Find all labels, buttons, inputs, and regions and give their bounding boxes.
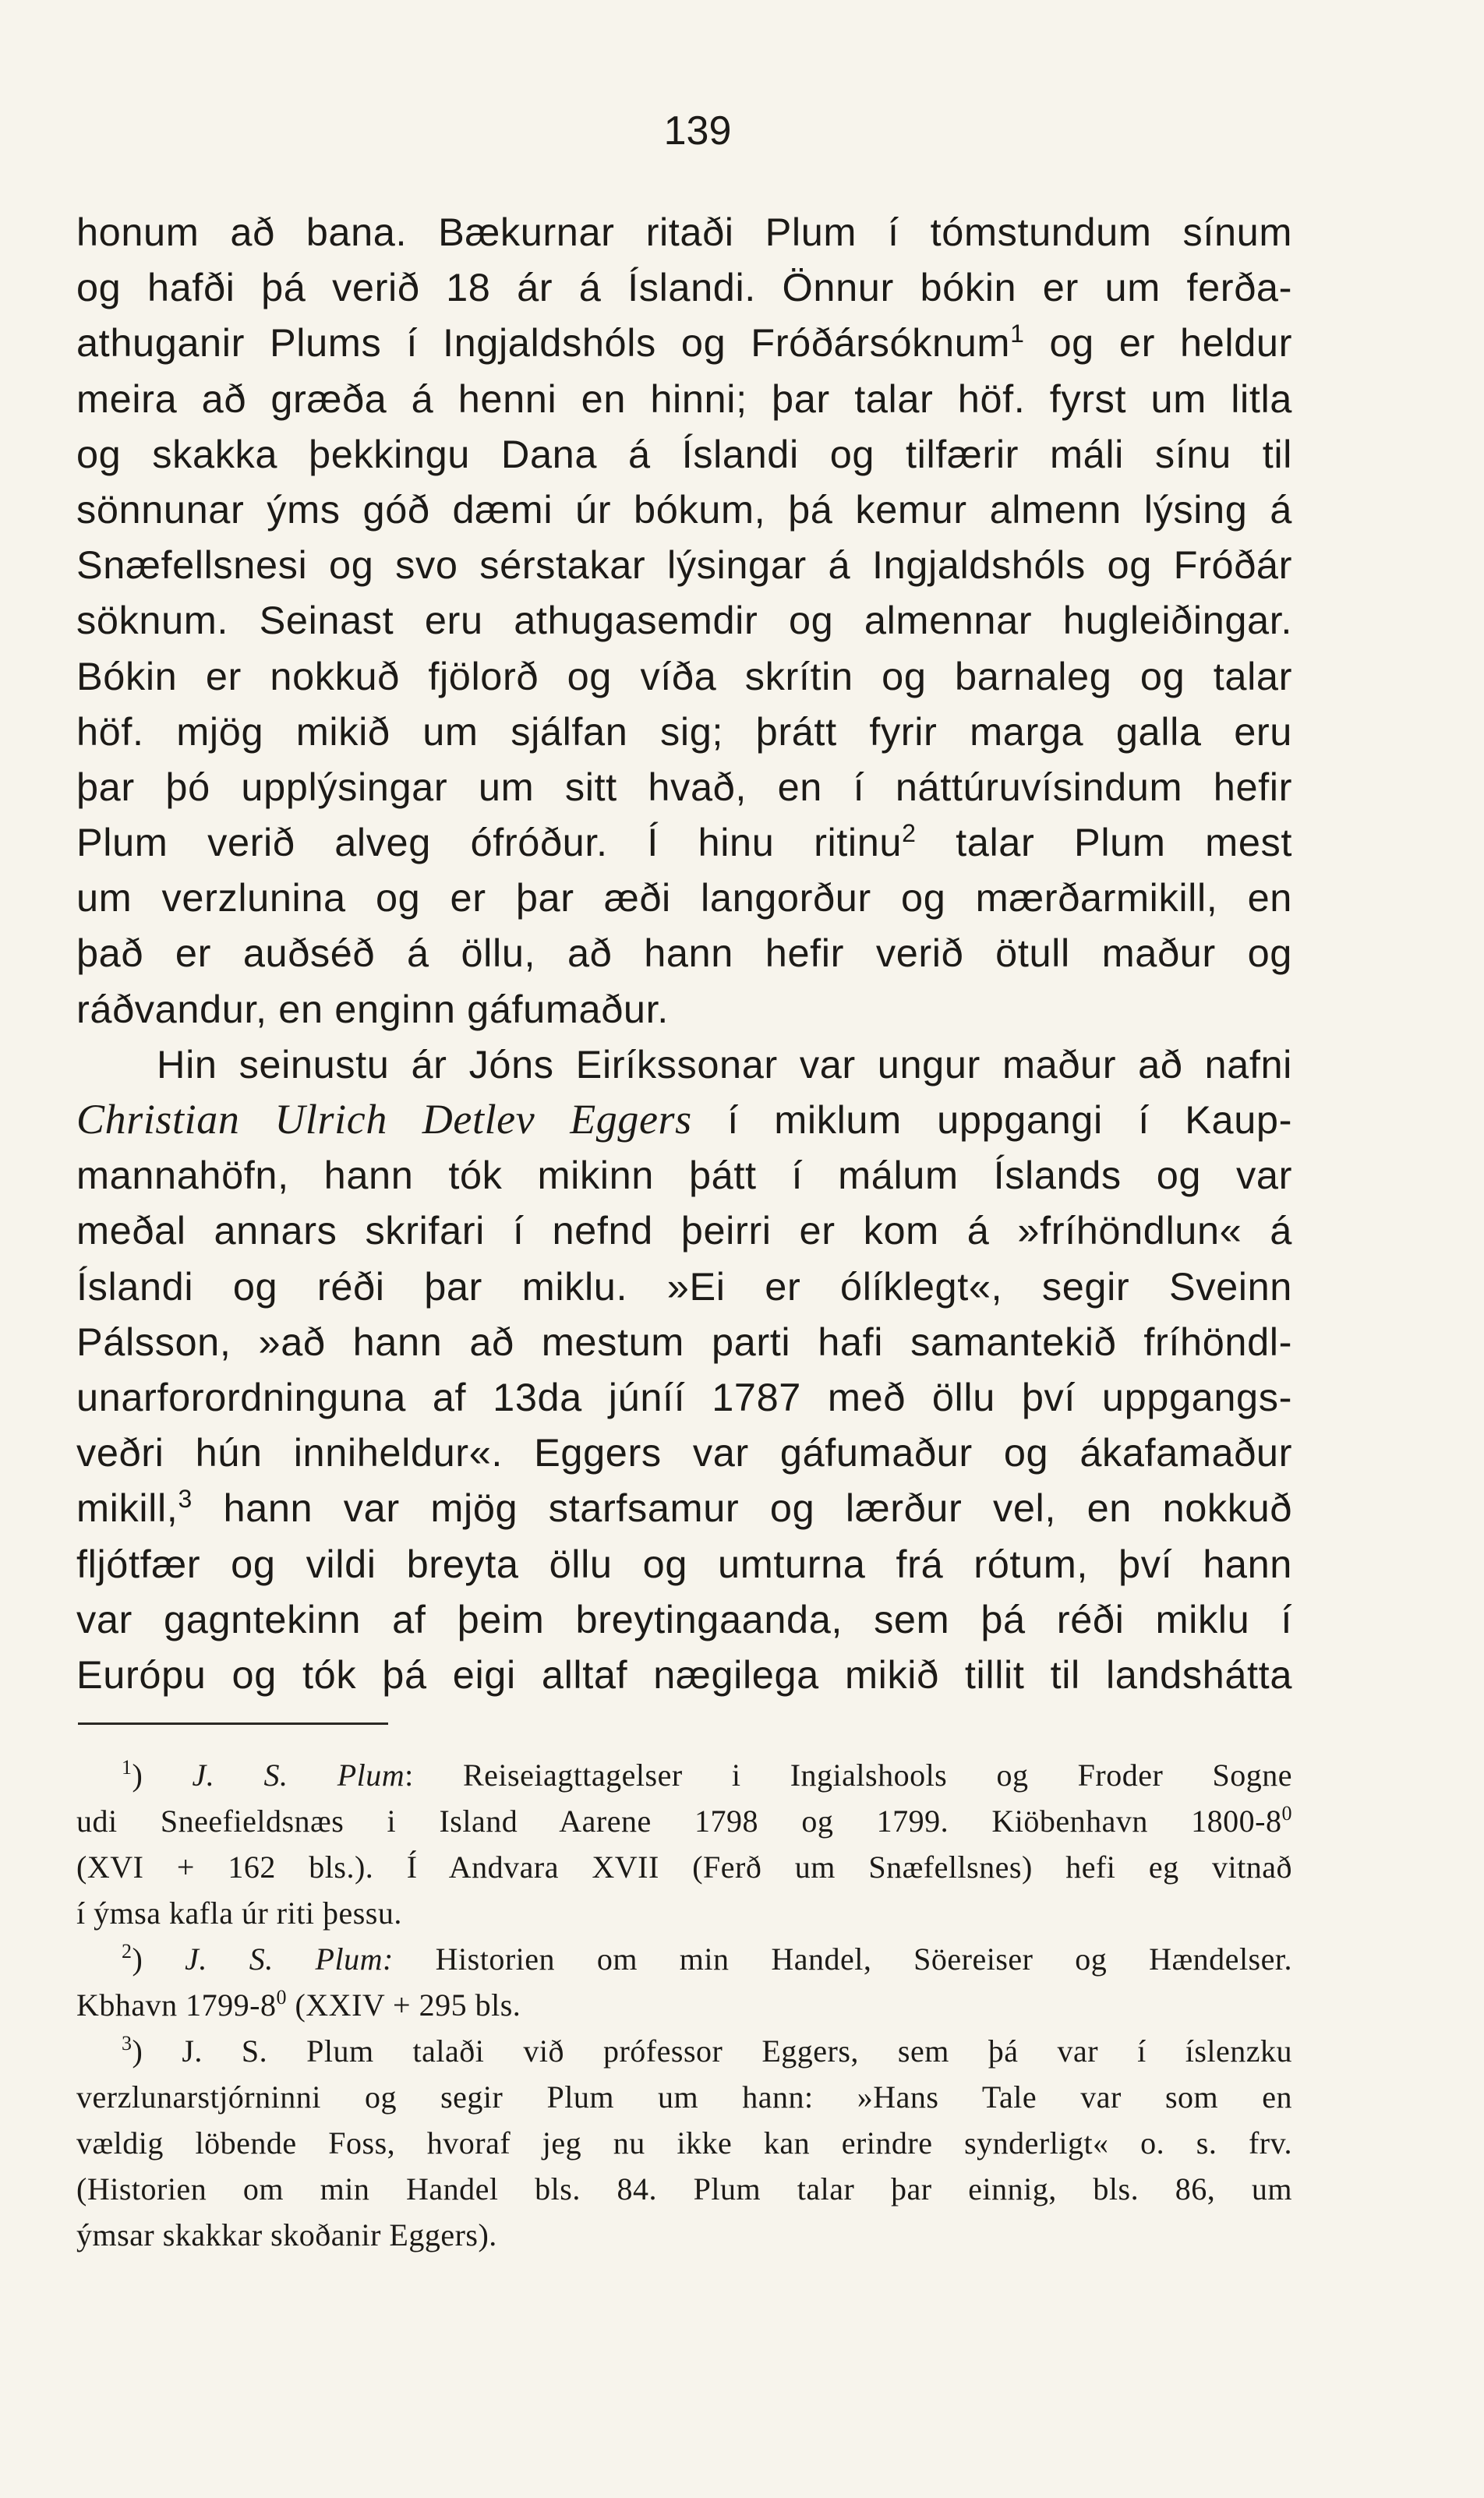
degree-mark: 0 — [1281, 1802, 1292, 1825]
paragraph-start-line: Hin seinustu ár Jóns Eiríkssonar var ungur maður að nafni — [157, 1041, 1292, 1086]
text-line — [76, 814, 1292, 870]
text-line: honum að bana. Bækurnar ritaði Plum í tómstundum sínum — [76, 210, 1292, 254]
footnote-1: $^1$) J. S. Plum: Reiseiagttagelser i Ingialshools og Froder Sogne — [122, 1756, 1293, 1793]
footnote-line: (XVI + 162 bls.). Í Andvara XVII (Ferð um Snæfellsnes) hefi eg vitnað — [76, 1850, 1292, 1885]
text-line: Európu og tók þá eigi alltaf nægilega mikið tillit til landsháttа — [76, 1652, 1292, 1697]
footnote-mark: 2 — [122, 1940, 132, 1963]
footnote-ref-2: 2 — [902, 819, 917, 848]
footnote-text: Historien om min Handel, Söereiser og Hændelser. — [393, 1942, 1292, 1977]
footnote-text: (XXIV + 295 bls. — [286, 1987, 521, 2023]
footnote-divider — [78, 1722, 388, 1725]
footnote-line — [76, 1982, 1292, 2028]
person-name: Christian Ulrich Detlev Eggers — [76, 1096, 692, 1143]
text-segment: Plum verið alveg ófróður. Í hinu ritinu — [76, 820, 903, 865]
text-segment: athuganir Plums í Ingjaldshóls og Fróðársóknum — [76, 320, 1011, 366]
text-line: var gagntekinn af þeim breytingaanda, sem þá réði miklu í — [76, 1596, 1292, 1641]
footnote-2: $^2$) J. S. Plum: Historien om min Handel, Söereiser og Hændelser. — [122, 1940, 1292, 1977]
text-line: Bókin er nokkuð fjölorð og víða skrítin og barnaleg og talar — [76, 653, 1292, 698]
text-line: veðri hún inniheldur«. Eggers var gáfumaður og ákafamaður — [76, 1430, 1292, 1475]
text-line: og hafði þá verið 18 ár á Íslandi. Önnur bókin er um ferða- — [76, 265, 1292, 310]
text-line: um verzlunina og er þar æði langorður og mærðarmikill, en — [76, 875, 1292, 920]
footnote-mark: 1 — [122, 1756, 132, 1779]
footnote-ref-1: 1 — [1010, 320, 1025, 348]
footnote-line: í ýmsa kafla úr riti þessu. — [76, 1896, 402, 1931]
text-line: þar þó upplýsingar um sitt hvað, en í náttúruvísindum hefir — [76, 764, 1292, 809]
text-line: meðal annars skrifari í nefnd þeirri er kom á »fríhöndlun« á — [76, 1208, 1292, 1253]
main-text — [76, 204, 1292, 1702]
text-line: höf. mjög mikið um sjálfan sig; þrátt fyrir marga galla eru — [76, 708, 1292, 754]
text-line — [76, 315, 1292, 370]
footnote-author: J. S. Plum: — [185, 1942, 394, 1977]
footnote-line: vældig löbende Foss, hvoraf jeg nu ikke kan erindre synderligt« o. s. frv. — [76, 2125, 1292, 2161]
text-line — [76, 1480, 1292, 1535]
footnotes — [76, 1752, 1292, 2258]
text-segment: í miklum uppgangi í Kaup- — [727, 1097, 1292, 1142]
text-line: Snæfellsnesi og svo sérstakar lýsingar á Ingjaldshóls og Fróðár — [76, 542, 1292, 588]
text-line: söknum. Seinast eru athugasemdir og almennar hugleiðingar. — [76, 598, 1292, 643]
text-line: og skakka þekkingu Dana á Íslandi og tilfærir máli sínu til — [76, 431, 1292, 476]
text-segment: talar Plum mest — [916, 820, 1292, 865]
text-segment: mikill, — [76, 1486, 178, 1531]
text-segment: hann var mjög starfsamur og lærður vel, en nokkuð — [192, 1486, 1292, 1531]
footnote-line: ýmsar skakkar skoðanir Eggers). — [76, 2217, 497, 2252]
text-line: það er auðséð á öllu, að hann hefir verið ötull maður og — [76, 931, 1292, 976]
footnote-3: $^3$) J. S. Plum talaði við prófessor Eggers, sem þá var í íslenzku — [122, 2032, 1292, 2069]
text-line: sönnunar ýms góð dæmi úr bókum, þá kemur almenn lýsing á — [76, 486, 1292, 532]
footnote-mark: 3 — [122, 2032, 132, 2055]
degree-mark: 0 — [276, 1986, 287, 2009]
text-line: meira að græða á henni en hinni; þar talar höf. fyrst um litla — [76, 376, 1292, 421]
footnote-author: J. S. Plum — [192, 1758, 405, 1793]
text-segment: og er heldur — [1024, 320, 1292, 366]
footnote-line: (Historien om min Handel bls. 84. Plum talar þar einnig, bls. 86, um — [76, 2171, 1292, 2207]
page-number: 139 — [663, 108, 732, 154]
footnote-line — [76, 1798, 1292, 1844]
text-line: Pálsson, »að hann að mestum parti hafi samantekið fríhöndl- — [76, 1319, 1292, 1364]
footnote-text: Kbhavn 1799-8 — [76, 1987, 277, 2023]
text-line: unarforordninguna af 13da júníí 1787 með öllu því uppgangs- — [76, 1374, 1292, 1419]
text-line: mannahöfn, hann tók mikinn þátt í málum Íslands og var — [76, 1153, 1292, 1198]
footnote-text: J. S. Plum talaði við prófessor Eggers, sem þá var í íslenzku — [143, 2033, 1292, 2069]
footnote-text: : Reiseiagttagelser i Ingialshools og Froder Sogne — [405, 1758, 1293, 1793]
text-line: fljótfær og vildi breyta öllu og umturna frá rótum, því hann — [76, 1541, 1292, 1586]
footnote-ref-3: 3 — [178, 1485, 193, 1514]
footnote-text: udi Sneefieldsnæs i Island Aarene 1798 og 1799. Kiöbenhavn 1800-8 — [76, 1804, 1282, 1839]
text-line: ráðvandur, en enginn gáfumaður. — [76, 986, 669, 1031]
footnote-line: verzlunarstjórninni og segir Plum um hann: »Hans Tale var som en — [76, 2079, 1292, 2115]
text-line: Íslandi og réði þar miklu. »Ei er ólíklegt«, segir Sveinn — [76, 1263, 1292, 1309]
text-line — [76, 1092, 1292, 1147]
